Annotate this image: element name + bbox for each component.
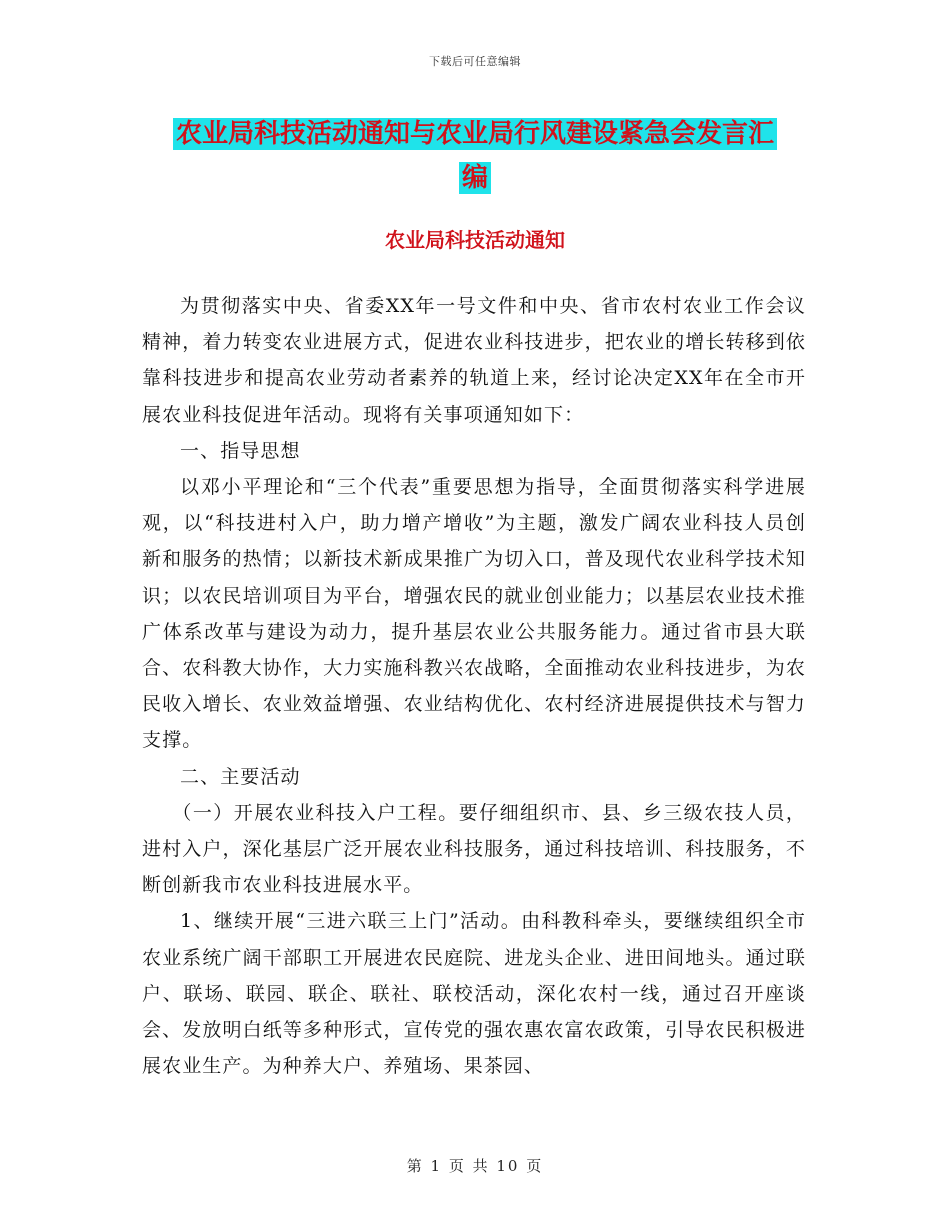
page-footer: 第 1 页 共 10 页: [406, 1157, 544, 1175]
paragraph-activity-1-1: 1、继续开展“三进六联三上门”活动。由科教科牵头，要继续组织全市农业系统广阔干部职工开展进农民庭院、进龙头企业、进田间地头。通过联户、联场、联园、联企、联社、联校活动，深化农村一线，通过召开座谈会、发放明白纸等多种形式，宣传党的强农惠农富农政策，引导农民积极进展农业生产。为种养大户、养殖场、果茶园、: [142, 910, 806, 1078]
heading-guiding-ideology: 一、指导思想: [180, 439, 301, 462]
paragraph-guiding-ideology: 以邓小平理论和“三个代表”重要思想为指导，全面贯彻落实科学进展观，以“科技进村入户，助力增产增收”为主题，激发广阔农业科技人员创新和服务的热情；以新技术新成果推广为切入口，普及现代农业科学技术知识；以农民培训项目为平台，增强农民的就业创业能力；以基层农业技术推广体系改革与建设为动力，提升基层农业公共服务能力。通过省市县大联合、农科教大协作，大力实施科教兴农战略，全面推动农业科技进步，为农民收入增长、农业效益增强、农业结构优化、农村经济进展提供技术与智力支撑。: [142, 476, 806, 752]
document-title-line1: 农业局科技活动通知与农业局行风建设紧急会发言汇: [173, 118, 777, 150]
paragraph-activity-1: （一）开展农业科技入户工程。要仔细组织市、县、乡三级农技人员，进村入户，深化基层广泛开展农业科技服务，通过科技培训、科技服务，不断创新我市农业科技进展水平。: [142, 801, 806, 897]
paragraph-intro: 为贯彻落实中央、省委XX年一号文件和中央、省市农村农业工作会议精神，着力转变农业进展方式，促进农业科技进步，把农业的增长转移到依靠科技进步和提高农业劳动者素养的轨道上来，经讨论决定XX年在全市开展农业科技促进年活动。现将有关事项通知如下：: [142, 295, 806, 426]
document-title: [0, 112, 950, 200]
heading-main-activities: 二、主要活动: [180, 765, 301, 788]
section-title: 农业局科技活动通知: [385, 228, 565, 252]
body-text: [142, 288, 806, 1084]
document-title-line2: 编: [459, 162, 491, 194]
header-note: 下载后可任意编辑: [429, 55, 521, 68]
